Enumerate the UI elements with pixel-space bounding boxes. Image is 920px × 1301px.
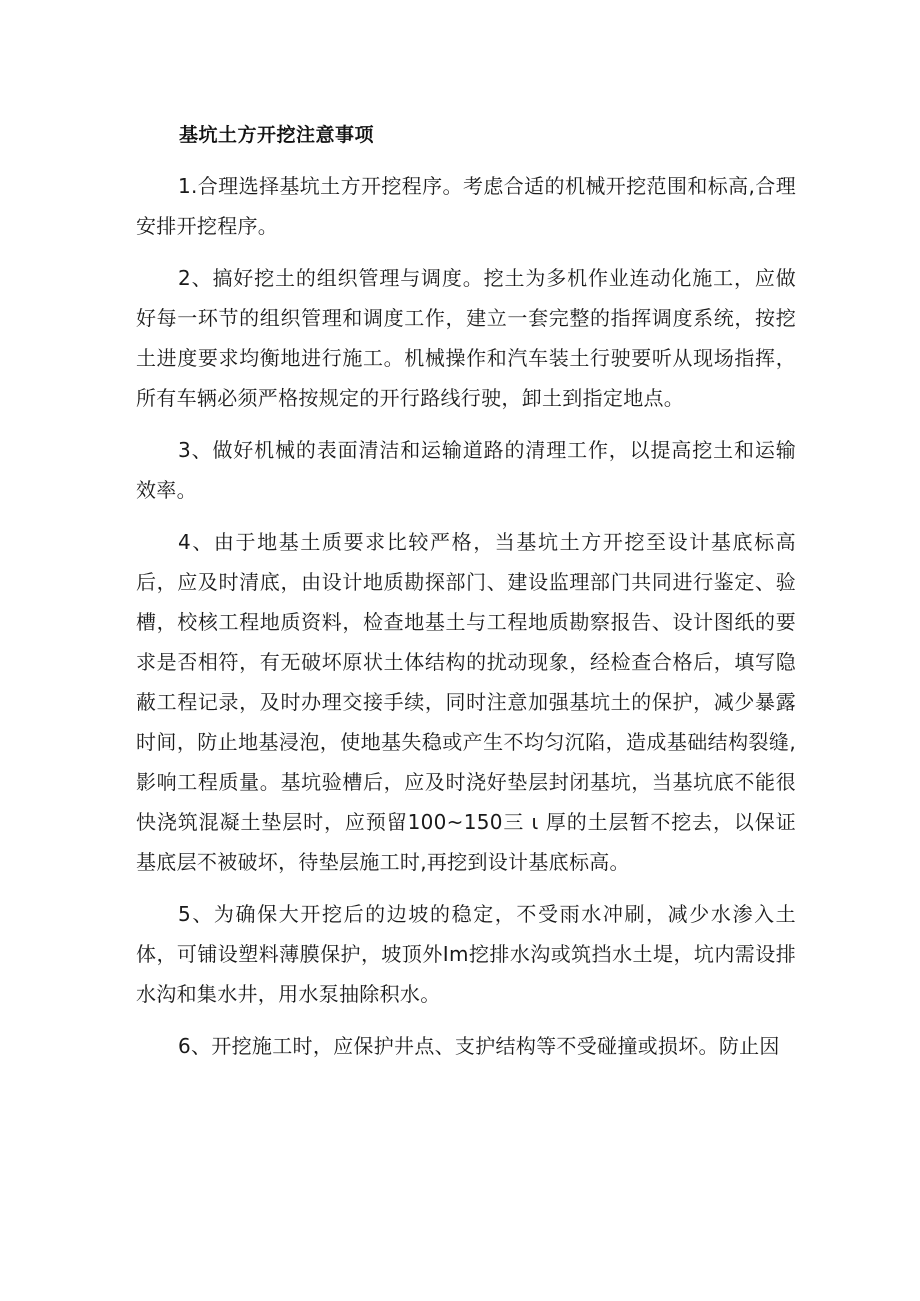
paragraph-3: 3、做好机械的表面清洁和运输道路的清理工作，以提高挖土和运输效率。 <box>136 438 796 502</box>
paragraph-5: 5、为确保大开挖后的边坡的稳定，不受雨水冲刷，减少水渗入土体，可铺设塑料薄膜保护，坡顶外Im挖排水沟或筑挡水土堤，坑内需设排水沟和集水井，用水泵抽除积水。 <box>136 902 796 1006</box>
paragraph-2: 2、搞好挖土的组织管理与调度。挖土为多机作业连动化施工，应做好每一环节的组织管理和调度工作，建立一套完整的指挥调度系统，按挖土进度要求均衡地进行施工。机械操作和汽车装土行驶要听从现场指挥，所有车辆必须严格按规定的开行路线行驶，卸土到指定地点。 <box>136 266 796 410</box>
document-title: 基坑土方开挖注意事项 <box>179 124 375 146</box>
paragraph-6: 6、开挖施工时，应保护井点、支护结构等不受碰撞或损坏。防止因 <box>178 1034 780 1058</box>
paragraph-1: 1.合理选择基坑土方开挖程序。考虑合适的机械开挖范围和标高,合理安排开挖程序。 <box>136 174 796 238</box>
paragraph-4: 4、由于地基土质要求比较严格，当基坑土方开挖至设计基底标高后，应及时清底，由设计地质勘探部门、建设监理部门共同进行鉴定、验槽，校核工程地质资料，检查地基土与工程地质勘察报告、设计图纸的要求是否相符，有无破坏原状土体结构的扰动现象，经检查合格后，填写隐蔽工程记录，及时办理交接手续，同时注意加强基坑土的保护，减少暴露时间，防止地基浸泡，使地基失稳或产生不均匀沉陷，造成基础结构裂缝,影响工程质量。基坑验槽后，应及时浇好垫层封闭基坑，当基坑底不能很快浇筑混凝土垫层时，应预留100~150三 ι 厚的土层暂不挖去，以保证基底层不被破坏，待垫层施工时,再挖到设计基底标高。 <box>136 530 796 874</box>
document-body <box>136 166 796 1078</box>
